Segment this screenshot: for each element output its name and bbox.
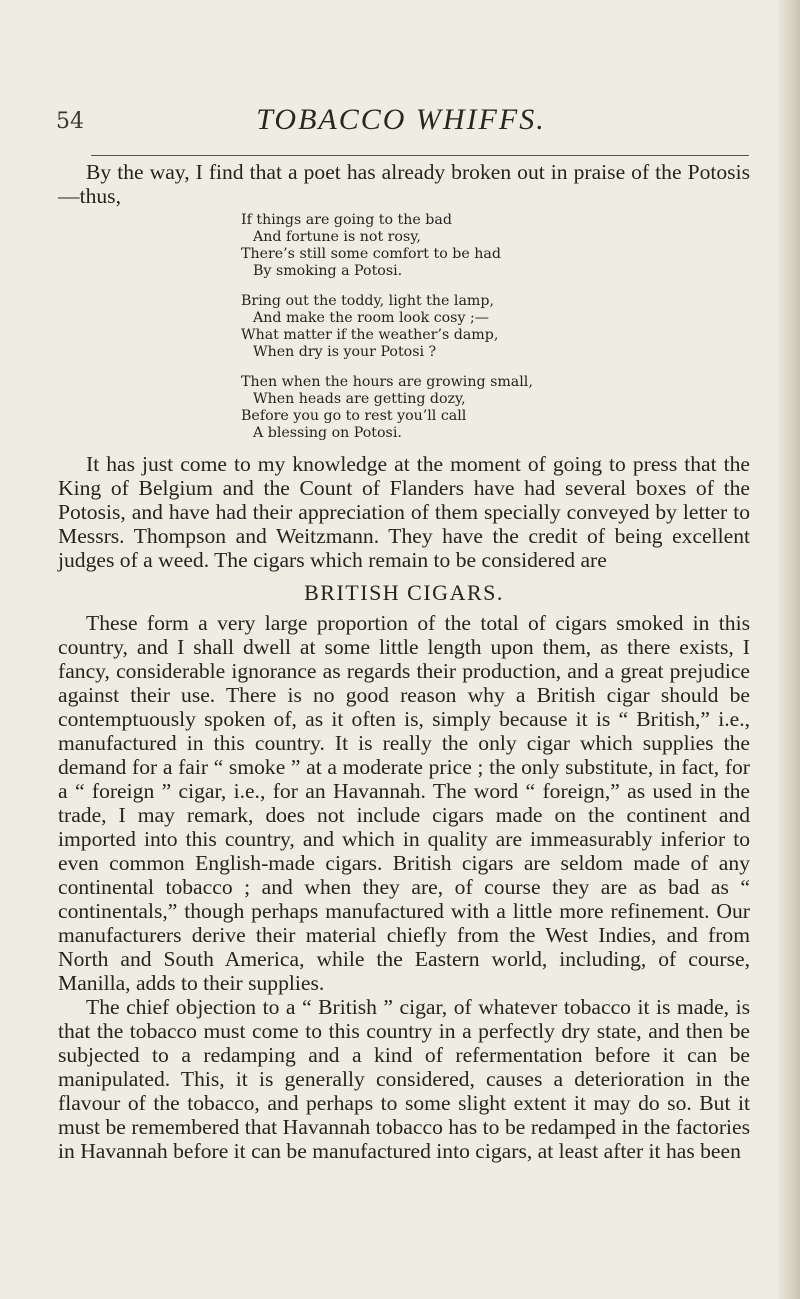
poem-stanza — [241, 212, 750, 280]
poem — [58, 212, 750, 442]
body-paragraph: The chief objection to a “ British ” cigar, of whatever tobacco it is made, is that the tobacco must come to this country in a perfectly dry state, and then be subjected to a redamping and a kind of refermentation before it can be manipulated. This, it is generally considered, causes a deterioration in the flavour of the tobacco, and perhaps to some slight extent it may do so. But it must be remembered that Havannah tobacco has to be redamped in the factories in Havannah before it can be manufactured into cigars, at least after it has been — [58, 995, 750, 1163]
poem-stanza — [241, 374, 750, 442]
poem-line: And make the room look cosy ;— — [253, 310, 489, 326]
poem-line: A blessing on Potosi. — [253, 425, 402, 441]
section-heading: BRITISH CIGARS. — [304, 580, 504, 605]
poem-line: When dry is your Potosi ? — [253, 344, 437, 360]
header-rule — [91, 155, 749, 156]
poem-stanza — [241, 293, 750, 361]
poem-line: And fortune is not rosy, — [253, 229, 421, 245]
body-paragraph: It has just come to my knowledge at the moment of going to press that the King of Belgium and the Count of Flanders have had several boxes of the Potosis, and have had their appreciation of them specially conveyed by letter to Messrs. Thompson and Weitzmann. They have the credit of being excellent judges of a weed. The cigars which remain to be considered are — [58, 452, 750, 572]
poem-line: By smoking a Potosi. — [253, 263, 403, 279]
poem-line: There’s still some comfort to be had — [241, 246, 501, 262]
page-header — [56, 103, 746, 139]
page-body — [58, 160, 750, 1163]
body-paragraph: These form a very large proportion of the total of cigars smoked in this country, and I shall dwell at some little length upon them, as there exists, I fancy, considerable ignorance as regards their production, and a great prejudice against their use. There is no good reason why a British cigar should be contemptuously spoken of, as it often is, simply because it is “ British,” i.e., manufactured in this country. It is really the only cigar which supplies the demand for a fair “ smoke ” at a moderate price ; the only substitute, in fact, for a “ foreign ” cigar, i.e., for an Havannah. The word “ foreign,” as used in the trade, I may remark, does not include cigars made on the continent and imported into this country, and which in quality are immeasurably inferior to even common English-made cigars. British cigars are seldom made of any continental tobacco ; and when they are, of course they are as bad as “ continentals,” though perhaps manufactured with a little more refinement. Our manufacturers derive their material chiefly from the West Indies, and from North and South America, while the Eastern world, including, of course, Manilla, adds to their supplies. — [58, 611, 750, 995]
page-number: 54 — [56, 109, 84, 134]
intro-paragraph: By the way, I find that a poet has already broken out in praise of the Potosis—thus, — [58, 160, 750, 208]
running-title: TOBACCO WHIFFS. — [256, 103, 546, 136]
poem-line: If things are going to the bad — [241, 212, 452, 228]
poem-line: Bring out the toddy, light the lamp, — [241, 293, 494, 309]
poem-line: When heads are getting dozy, — [253, 391, 466, 407]
poem-line: What matter if the weather’s damp, — [241, 327, 499, 343]
poem-line: Then when the hours are growing small, — [241, 374, 533, 390]
poem-line: Before you go to rest you’ll call — [241, 408, 467, 424]
